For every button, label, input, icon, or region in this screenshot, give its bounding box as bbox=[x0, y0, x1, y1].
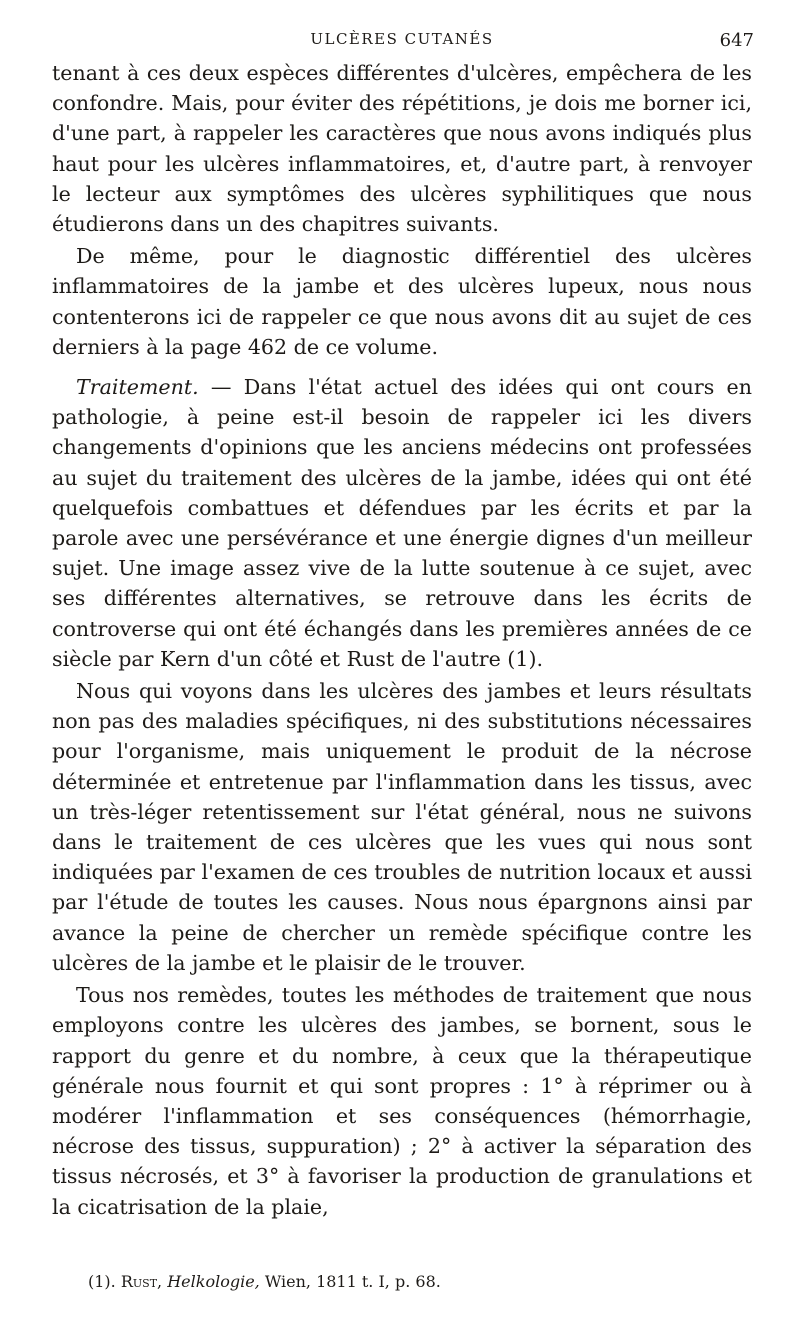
section-heading-traitement: Traitement. bbox=[76, 375, 199, 400]
page-header bbox=[52, 0, 752, 58]
page-number: 647 bbox=[719, 30, 754, 51]
footnote bbox=[88, 1272, 441, 1292]
running-head: ULCÈRES CUTANÉS bbox=[310, 30, 494, 48]
paragraph-1: tenant à ces deux espèces différentes d'ulcères, empêchera de les confondre. Mais, pour éviter des répétitions, je dois me borner ici, d'une part, à rappeler les caractères que nous avons indiqués plus haut pour les ulcères inflammatoires, et, d'autre part, à renvoyer le lecteur aux symptômes des ulcères syphilitiques que nous étudierons dans un des chapitres suivants. bbox=[52, 61, 752, 237]
paragraph-3-text: — Dans l'état actuel des idées qui ont cours en pathologie, à peine est-il besoin de rappeler ici les divers changements d'opinions que les anciens médecins ont professées au sujet du traitement des ulcères de la jambe, idées qui ont été quelquefois combattues et défendues par les écrits et par la parole avec une persévérance et une énergie dignes d'un meilleur sujet. Une image assez vive de la lutte soutenue à ce sujet, avec ses différentes alternatives, se retrouve dans les écrits de controverse qui ont été échangés dans les premières années de ce siècle par Kern d'un côté et Rust de l'autre (1). bbox=[52, 375, 752, 671]
paragraph-4: Nous qui voyons dans les ulcères des jambes et leurs résultats non pas des maladies spécifiques, ni des substitutions nécessaires pour l'organisme, mais uniquement le produit de la nécrose déterminée et entretenue par l'inflammation dans les tissus, avec un très-léger retentissement sur l'état général, nous ne suivons dans le traitement de ces ulcères que les vues qui nous sont indiquées par l'examen de ces troubles de nutrition locaux et aussi par l'étude de toutes les causes. Nous nous épargnons ainsi par avance la peine de chercher un remède spécifique contre les ulcères de la jambe et le plaisir de le trouver. bbox=[52, 679, 752, 975]
paragraph-5: Tous nos remèdes, toutes les méthodes de traitement que nous employons contre les ulcères des jambes, se bornent, sous le rapport du genre et du nombre, à ceux que la thérapeutique générale nous fournit et qui sont propres : 1° à réprimer ou à modérer l'inflammation et ses conséquences (hémorrhagie, nécrose des tissus, suppuration) ; 2° à activer la séparation des tissus nécrosés, et 3° à favoriser la production de granulations et la cicatrisation de la plaie, bbox=[52, 983, 752, 1219]
paragraph-3 bbox=[52, 372, 752, 674]
footnote-author: Rust, bbox=[120, 1272, 163, 1291]
body-text bbox=[52, 58, 752, 1222]
paragraph-2: De même, pour le diagnostic différentiel des ulcères inflammatoires de la jambe et des ulcères lupeux, nous nous contenterons ici de rappeler ce que nous avons dit au sujet de ces derniers à la page 462 de ce volume. bbox=[52, 244, 752, 359]
footnote-marker: (1). bbox=[88, 1272, 116, 1291]
footnote-title: Helkologie, bbox=[167, 1272, 260, 1291]
footnote-rest: Wien, 1811 t. I, p. 68. bbox=[264, 1272, 441, 1291]
